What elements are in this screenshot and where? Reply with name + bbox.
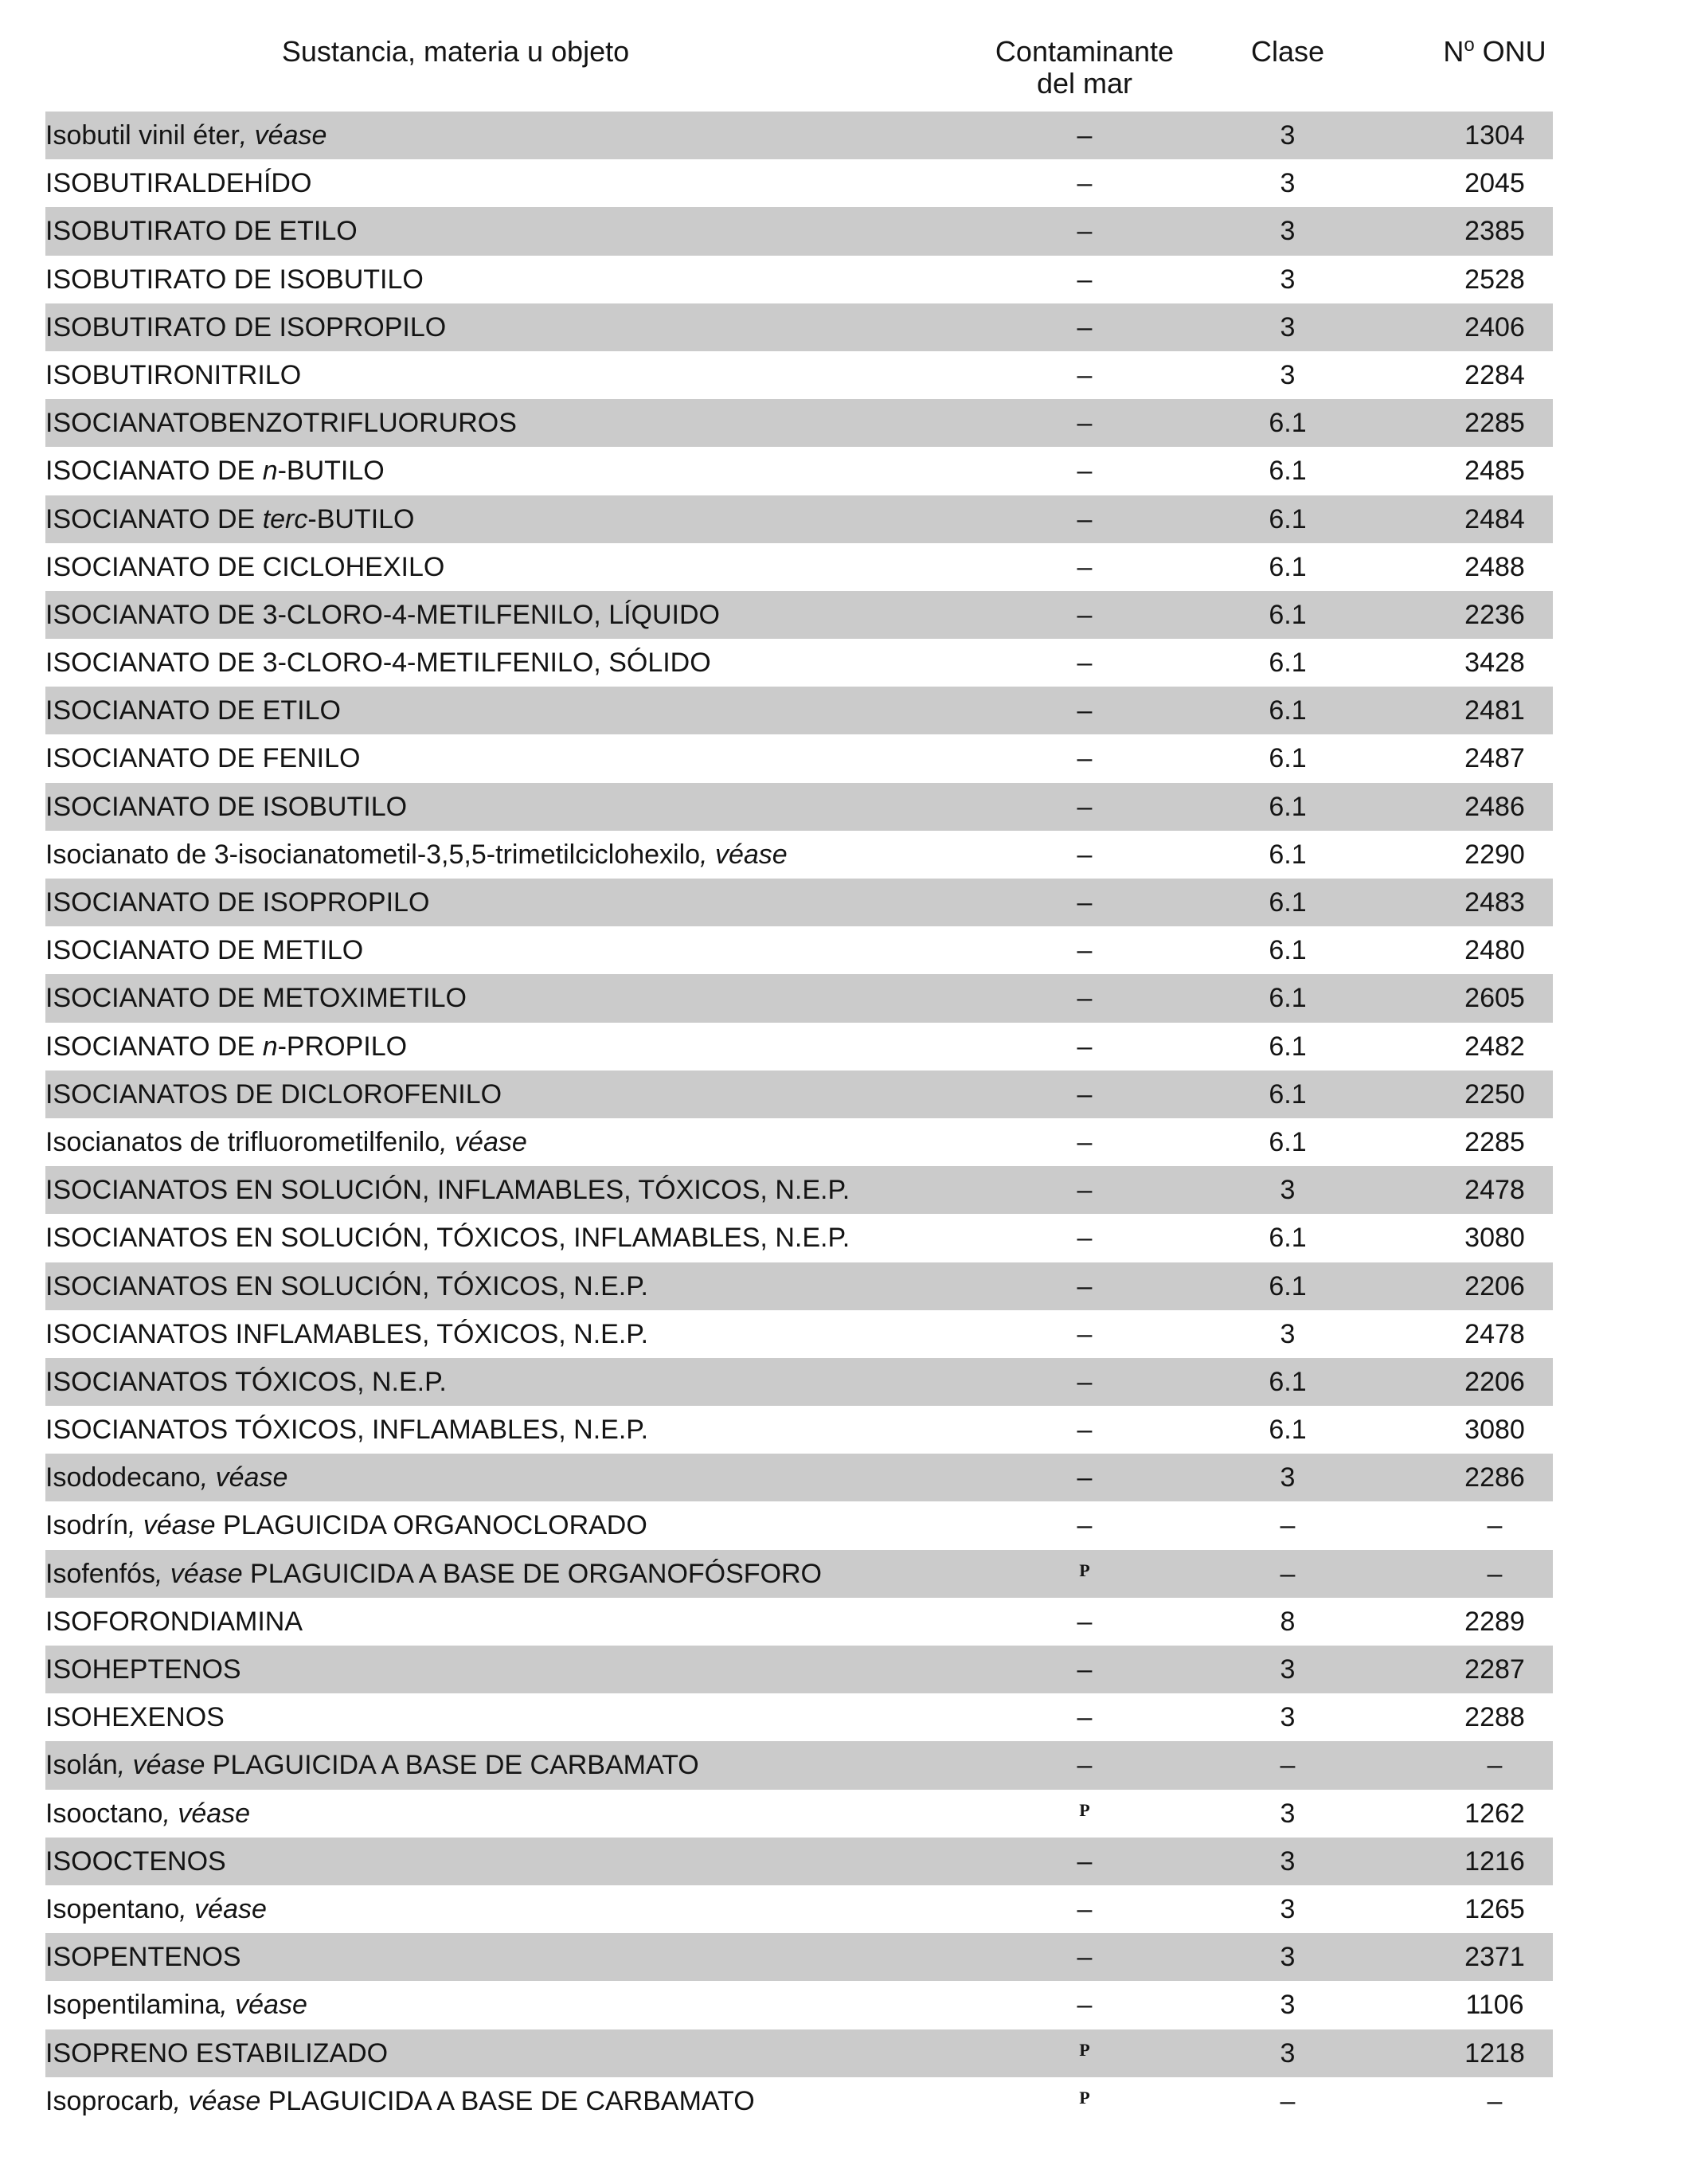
header-un-number (1383, 36, 1606, 68)
un-number-cell: – (1487, 1510, 1503, 1541)
marine-pollutant-cell: – (1077, 1270, 1093, 1301)
header-marine-line2: del mar (1036, 67, 1133, 100)
class-cell: 6.1 (1269, 408, 1307, 439)
un-number-cell: 2480 (1464, 935, 1525, 966)
class-cell: – (1280, 2085, 1296, 2116)
table-row (45, 1693, 1553, 1741)
class-cell: 6.1 (1269, 1223, 1307, 1254)
substance-name-part: ISOBUTIRONITRILO (45, 359, 302, 390)
un-number-cell: 2045 (1464, 168, 1525, 199)
substance-name-part: Isooctano (45, 1798, 163, 1829)
un-number-cell: 2288 (1464, 1702, 1525, 1733)
substance-name-part: , véase (117, 1750, 205, 1781)
un-number-cell: 2485 (1464, 456, 1525, 487)
marine-pollutant-cell: – (1077, 503, 1093, 534)
class-cell: 6.1 (1269, 1415, 1307, 1446)
table-row (45, 399, 1553, 447)
substance-name (45, 639, 945, 687)
class-cell: 3 (1280, 168, 1296, 199)
substance-name (45, 1070, 945, 1118)
class-cell: – (1280, 1510, 1296, 1541)
substance-name-part: , véase (173, 2085, 261, 2116)
substance-name (45, 207, 945, 255)
class-cell: 3 (1280, 264, 1296, 295)
substance-name (45, 783, 945, 831)
table-row (45, 591, 1553, 639)
substance-name (45, 926, 945, 974)
table-row (45, 303, 1553, 351)
un-number-cell: 2528 (1464, 264, 1525, 295)
table-row (45, 2029, 1553, 2077)
substance-name-part: PLAGUICIDA A BASE DE ORGANOFÓSFORO (242, 1558, 823, 1589)
substance-name-part: Isodrín (45, 1510, 128, 1541)
un-number-cell: – (1487, 1750, 1503, 1781)
marine-pollutant-cell: – (1077, 1078, 1093, 1110)
table-row (45, 543, 1553, 591)
marine-pollutant-cell: – (1077, 1175, 1093, 1206)
class-cell: 3 (1280, 311, 1296, 342)
un-number-cell: 2285 (1464, 408, 1525, 439)
marine-pollutant-cell: – (1077, 695, 1093, 726)
table-row (45, 1838, 1553, 1885)
substance-name-part: Isododecano (45, 1462, 201, 1493)
substance-name (45, 831, 945, 879)
class-cell: 3 (1280, 1893, 1296, 1924)
marine-pollutant-cell: – (1077, 1702, 1093, 1733)
un-number-cell: 2478 (1464, 1175, 1525, 1206)
substance-name-part: n (262, 1031, 278, 1062)
class-cell: – (1280, 1558, 1296, 1589)
header-class: Clase (1250, 35, 1325, 68)
substance-name-part: Isofenfós (45, 1558, 155, 1589)
marine-pollutant-cell: – (1077, 359, 1093, 390)
table-row (45, 1790, 1553, 1838)
substance-name (45, 2029, 945, 2077)
class-cell: 6.1 (1269, 743, 1307, 774)
substance-name-part: ISOCIANATO DE (45, 1031, 263, 1062)
class-cell: 6.1 (1269, 695, 1307, 726)
class-cell: – (1280, 1750, 1296, 1781)
substance-name (45, 1214, 945, 1262)
class-cell: 6.1 (1269, 1366, 1307, 1397)
substance-name (45, 1646, 945, 1693)
marine-pollutant-cell: – (1077, 1750, 1093, 1781)
class-cell: 6.1 (1269, 1078, 1307, 1110)
table-row (45, 783, 1553, 831)
un-number-cell: 1304 (1464, 120, 1525, 151)
substance-name (45, 974, 945, 1022)
un-number-cell: 2484 (1464, 503, 1525, 534)
un-number-cell: 2290 (1464, 839, 1525, 870)
un-number-cell: 2236 (1464, 599, 1525, 630)
substance-name-part: Isoprocarb (45, 2085, 174, 2116)
substance-name (45, 351, 945, 399)
substance-name-part: ISOCIANATO DE FENILO (45, 743, 361, 774)
substance-name-part: ISOCIANATO DE (45, 503, 263, 534)
marine-pollutant-cell: – (1077, 1318, 1093, 1349)
substance-name-part: , véase (440, 1126, 527, 1157)
substance-name (45, 591, 945, 639)
class-cell: 6.1 (1269, 551, 1307, 582)
marine-pollutant-cell: – (1077, 311, 1093, 342)
marine-pollutant-cell: – (1077, 1606, 1093, 1637)
header-marine-line1: Contaminante (995, 35, 1175, 68)
substance-name-part: Isocianatos de trifluorometilfenilo (45, 1126, 440, 1157)
substance-name-part: , véase (154, 1558, 243, 1589)
substance-name-part: Isocianato de 3-isocianatometil-3,5,5-trimetilciclohexilo (45, 839, 701, 870)
marine-pollutant-cell: – (1077, 1654, 1093, 1685)
class-cell: 6.1 (1269, 1270, 1307, 1301)
substance-name (45, 1741, 945, 1789)
substance-name (45, 1023, 945, 1070)
un-number-cell: 2488 (1464, 551, 1525, 582)
substance-name (45, 1885, 945, 1933)
class-cell: 6.1 (1269, 456, 1307, 487)
substance-name-part: ISOCIANATOS DE DICLOROFENILO (45, 1078, 502, 1110)
un-number-cell: 2284 (1464, 359, 1525, 390)
substance-name-part: PLAGUICIDA A BASE DE CARBAMATO (260, 2085, 755, 2116)
substance-table (45, 112, 1553, 2125)
un-number-cell: 2285 (1464, 1126, 1525, 1157)
un-number-cell: 2287 (1464, 1654, 1525, 1685)
un-number-cell: 2486 (1464, 791, 1525, 822)
class-cell: 3 (1280, 1942, 1296, 1973)
marine-pollutant-cell: – (1077, 983, 1093, 1014)
class-cell: 3 (1280, 1990, 1296, 2021)
marine-pollutant-cell: P (1079, 1560, 1090, 1580)
substance-name-part: ISOCIANATOS TÓXICOS, N.E.P. (45, 1366, 447, 1397)
substance-name (45, 159, 945, 207)
class-cell: 3 (1280, 359, 1296, 390)
substance-name-part: ISOCIANATOBENZOTRIFLUORUROS (45, 408, 517, 439)
substance-name-part: , véase (700, 839, 788, 870)
table-row (45, 1023, 1553, 1070)
substance-name-part: , véase (127, 1510, 216, 1541)
class-cell: 6.1 (1269, 648, 1307, 679)
table-row (45, 974, 1553, 1022)
class-cell: 3 (1280, 1845, 1296, 1877)
table-row (45, 2077, 1553, 2125)
substance-name-part: ISOCIANATOS EN SOLUCIÓN, TÓXICOS, INFLAMABLES, N.E.P. (45, 1223, 850, 1254)
table-row (45, 1070, 1553, 1118)
table-row (45, 1214, 1553, 1262)
substance-name-part: ISOCIANATOS INFLAMABLES, TÓXICOS, N.E.P. (45, 1318, 649, 1349)
table-row (45, 879, 1553, 926)
substance-name (45, 112, 945, 159)
marine-pollutant-cell: – (1077, 839, 1093, 870)
substance-name-part: ISOHEXENOS (45, 1702, 225, 1733)
substance-name (45, 1262, 945, 1310)
substance-name (45, 1981, 945, 2029)
substance-name (45, 447, 945, 495)
table-row (45, 831, 1553, 879)
marine-pollutant-cell: – (1077, 408, 1093, 439)
substance-name (45, 256, 945, 303)
substance-name-part: -PROPILO (277, 1031, 408, 1062)
marine-pollutant-cell: – (1077, 264, 1093, 295)
substance-name-part: ISOBUTIRATO DE ISOPROPILO (45, 311, 447, 342)
table-row (45, 256, 1553, 303)
substance-name-part: ISOCIANATOS EN SOLUCIÓN, INFLAMABLES, TÓXICOS, N.E.P. (45, 1175, 850, 1206)
table-row (45, 687, 1553, 734)
substance-name-part: ISOCIANATO DE ETILO (45, 695, 341, 726)
marine-pollutant-cell: – (1077, 1031, 1093, 1062)
class-cell: 3 (1280, 1462, 1296, 1493)
substance-name (45, 1358, 945, 1406)
class-cell: 3 (1280, 120, 1296, 151)
un-number-cell: 1218 (1464, 2037, 1525, 2069)
un-number-cell: 2406 (1464, 311, 1525, 342)
marine-pollutant-cell: – (1077, 168, 1093, 199)
class-cell: 6.1 (1269, 599, 1307, 630)
class-cell: 3 (1280, 1654, 1296, 1685)
class-cell: 6.1 (1269, 839, 1307, 870)
un-number-cell: 2289 (1464, 1606, 1525, 1637)
marine-pollutant-cell: – (1077, 935, 1093, 966)
substance-name-part: ISOCIANATOS EN SOLUCIÓN, TÓXICOS, N.E.P. (45, 1270, 648, 1301)
substance-name-part: ISOBUTIRATO DE ISOBUTILO (45, 264, 424, 295)
table-row (45, 1550, 1553, 1598)
substance-name (45, 687, 945, 734)
marine-pollutant-cell: – (1077, 1990, 1093, 2021)
substance-name (45, 543, 945, 591)
un-number-cell: 3080 (1464, 1415, 1525, 1446)
class-cell: 6.1 (1269, 791, 1307, 822)
table-row (45, 1741, 1553, 1789)
substance-name-part: ISOFORONDIAMINA (45, 1606, 303, 1637)
substance-name (45, 1454, 945, 1501)
marine-pollutant-cell: – (1077, 1893, 1093, 1924)
table-row (45, 447, 1553, 495)
un-number-cell: 2206 (1464, 1270, 1525, 1301)
class-cell: 6.1 (1269, 1031, 1307, 1062)
substance-name (45, 2077, 945, 2125)
substance-name (45, 1598, 945, 1646)
substance-name-part: -BUTILO (277, 456, 385, 487)
class-cell: 3 (1280, 216, 1296, 247)
marine-pollutant-cell: – (1077, 791, 1093, 822)
table-header (45, 36, 1553, 104)
table-row (45, 1118, 1553, 1166)
un-number-cell: 3428 (1464, 648, 1525, 679)
table-row (45, 1262, 1553, 1310)
un-number-cell: – (1487, 2085, 1503, 2116)
substance-name-part: ISOCIANATO DE ISOPROPILO (45, 887, 430, 918)
substance-name-part: ISOCIANATO DE ISOBUTILO (45, 791, 408, 822)
substance-name (45, 1790, 945, 1838)
substance-name (45, 1550, 945, 1598)
substance-name (45, 879, 945, 926)
un-number-cell: 2482 (1464, 1031, 1525, 1062)
class-cell: 6.1 (1269, 1126, 1307, 1157)
substance-name (45, 1406, 945, 1454)
table-row (45, 1310, 1553, 1358)
marine-pollutant-cell: – (1077, 887, 1093, 918)
substance-name (45, 734, 945, 782)
marine-pollutant-cell: P (1079, 2039, 1090, 2060)
table-row (45, 1933, 1553, 1981)
table-row (45, 1598, 1553, 1646)
class-cell: 3 (1280, 1318, 1296, 1349)
substance-name-part: ISOBUTIRATO DE ETILO (45, 216, 358, 247)
substance-name (45, 1166, 945, 1214)
substance-name (45, 1838, 945, 1885)
marine-pollutant-cell: P (1079, 1799, 1090, 1820)
substance-name-part: ISOCIANATO DE 3-CLORO-4-METILFENILO, SÓLIDO (45, 648, 711, 679)
table-row (45, 495, 1553, 543)
table-row (45, 1358, 1553, 1406)
table-row (45, 1166, 1553, 1214)
table-row (45, 1885, 1553, 1933)
class-cell: 8 (1280, 1606, 1296, 1637)
un-number-cell: 2371 (1464, 1942, 1525, 1973)
header-un-suffix: ONU (1474, 35, 1546, 68)
substance-name-part: ISOCIANATO DE CICLOHEXILO (45, 551, 445, 582)
un-number-cell: 2250 (1464, 1078, 1525, 1110)
class-cell: 3 (1280, 1798, 1296, 1829)
substance-name-part: , véase (179, 1893, 267, 1924)
un-number-cell: 2481 (1464, 695, 1525, 726)
marine-pollutant-cell: – (1077, 216, 1093, 247)
header-substance: Sustancia, materia u objeto (281, 35, 630, 68)
marine-pollutant-cell: – (1077, 1942, 1093, 1973)
class-cell: 6.1 (1269, 983, 1307, 1014)
table-row (45, 1646, 1553, 1693)
substance-name-part: , véase (162, 1798, 251, 1829)
marine-pollutant-cell: – (1077, 648, 1093, 679)
table-row (45, 207, 1553, 255)
un-number-cell: 1106 (1465, 1990, 1524, 2021)
substance-name-part: , véase (239, 120, 327, 151)
header-un-superscript: o (1464, 34, 1475, 56)
table-row (45, 351, 1553, 399)
table-row (45, 1501, 1553, 1549)
marine-pollutant-cell: – (1077, 551, 1093, 582)
marine-pollutant-cell: – (1077, 1462, 1093, 1493)
un-number-cell: 1216 (1464, 1845, 1525, 1877)
marine-pollutant-cell: P (1079, 2087, 1090, 2108)
table-row (45, 1454, 1553, 1501)
substance-name-part: -BUTILO (307, 503, 415, 534)
substance-name-part: terc (262, 503, 308, 534)
table-row (45, 112, 1553, 159)
substance-name (45, 1933, 945, 1981)
table-row (45, 1406, 1553, 1454)
un-number-cell: 3080 (1464, 1223, 1525, 1254)
class-cell: 6.1 (1269, 503, 1307, 534)
substance-name (45, 303, 945, 351)
un-number-cell: 1265 (1464, 1893, 1525, 1924)
table-row (45, 1981, 1553, 2029)
substance-name (45, 1501, 945, 1549)
class-cell: 6.1 (1269, 935, 1307, 966)
substance-name-part: PLAGUICIDA A BASE DE CARBAMATO (205, 1750, 699, 1781)
substance-name-part: ISOCIANATO DE METOXIMETILO (45, 983, 467, 1014)
marine-pollutant-cell: – (1077, 1366, 1093, 1397)
table-row (45, 734, 1553, 782)
substance-name (45, 1118, 945, 1166)
marine-pollutant-cell: – (1077, 1415, 1093, 1446)
substance-name-part: Isopentano (45, 1893, 180, 1924)
substance-name-part: , véase (200, 1462, 288, 1493)
substance-name-part: ISOCIANATO DE 3-CLORO-4-METILFENILO, LÍQUIDO (45, 599, 720, 630)
class-cell: 6.1 (1269, 887, 1307, 918)
un-number-cell: 2605 (1464, 983, 1525, 1014)
substance-name-part: ISOCIANATOS TÓXICOS, INFLAMABLES, N.E.P. (45, 1415, 649, 1446)
table-row (45, 926, 1553, 974)
substance-name-part: , véase (220, 1990, 307, 2021)
substance-name-part: Isolán (45, 1750, 118, 1781)
substance-name (45, 399, 945, 447)
un-number-cell: 2487 (1464, 743, 1525, 774)
marine-pollutant-cell: – (1077, 120, 1093, 151)
un-number-cell: – (1487, 1558, 1503, 1589)
un-number-cell: 2483 (1464, 887, 1525, 918)
un-number-cell: 2385 (1464, 216, 1525, 247)
marine-pollutant-cell: – (1077, 743, 1093, 774)
substance-name-part: ISOCIANATO DE (45, 456, 263, 487)
un-number-cell: 2286 (1464, 1462, 1525, 1493)
class-cell: 3 (1280, 1702, 1296, 1733)
substance-name (45, 1693, 945, 1741)
substance-name-part: ISOBUTIRALDEHÍDO (45, 168, 312, 199)
substance-name-part: ISOCIANATO DE METILO (45, 935, 364, 966)
substance-name-part: PLAGUICIDA ORGANOCLORADO (215, 1510, 647, 1541)
substance-name (45, 495, 945, 543)
header-un-prefix: N (1443, 35, 1464, 68)
un-number-cell: 2206 (1464, 1366, 1525, 1397)
marine-pollutant-cell: – (1077, 456, 1093, 487)
substance-name-part: ISOPENTENOS (45, 1942, 241, 1973)
class-cell: 3 (1280, 1175, 1296, 1206)
table-row (45, 639, 1553, 687)
un-number-cell: 2478 (1464, 1318, 1525, 1349)
substance-name-part: Isobutil vinil éter (45, 120, 240, 151)
table-row (45, 159, 1553, 207)
class-cell: 3 (1280, 2037, 1296, 2069)
marine-pollutant-cell: – (1077, 1126, 1093, 1157)
substance-name (45, 1310, 945, 1358)
substance-name-part: ISOHEPTENOS (45, 1654, 241, 1685)
substance-name-part: ISOOCTENOS (45, 1845, 226, 1877)
marine-pollutant-cell: – (1077, 1845, 1093, 1877)
substance-name-part: Isopentilamina (45, 1990, 221, 2021)
substance-name-part: n (262, 456, 278, 487)
marine-pollutant-cell: – (1077, 1223, 1093, 1254)
marine-pollutant-cell: – (1077, 599, 1093, 630)
substance-name-part: ISOPRENO ESTABILIZADO (45, 2037, 389, 2069)
marine-pollutant-cell: – (1077, 1510, 1093, 1541)
un-number-cell: 1262 (1464, 1798, 1525, 1829)
